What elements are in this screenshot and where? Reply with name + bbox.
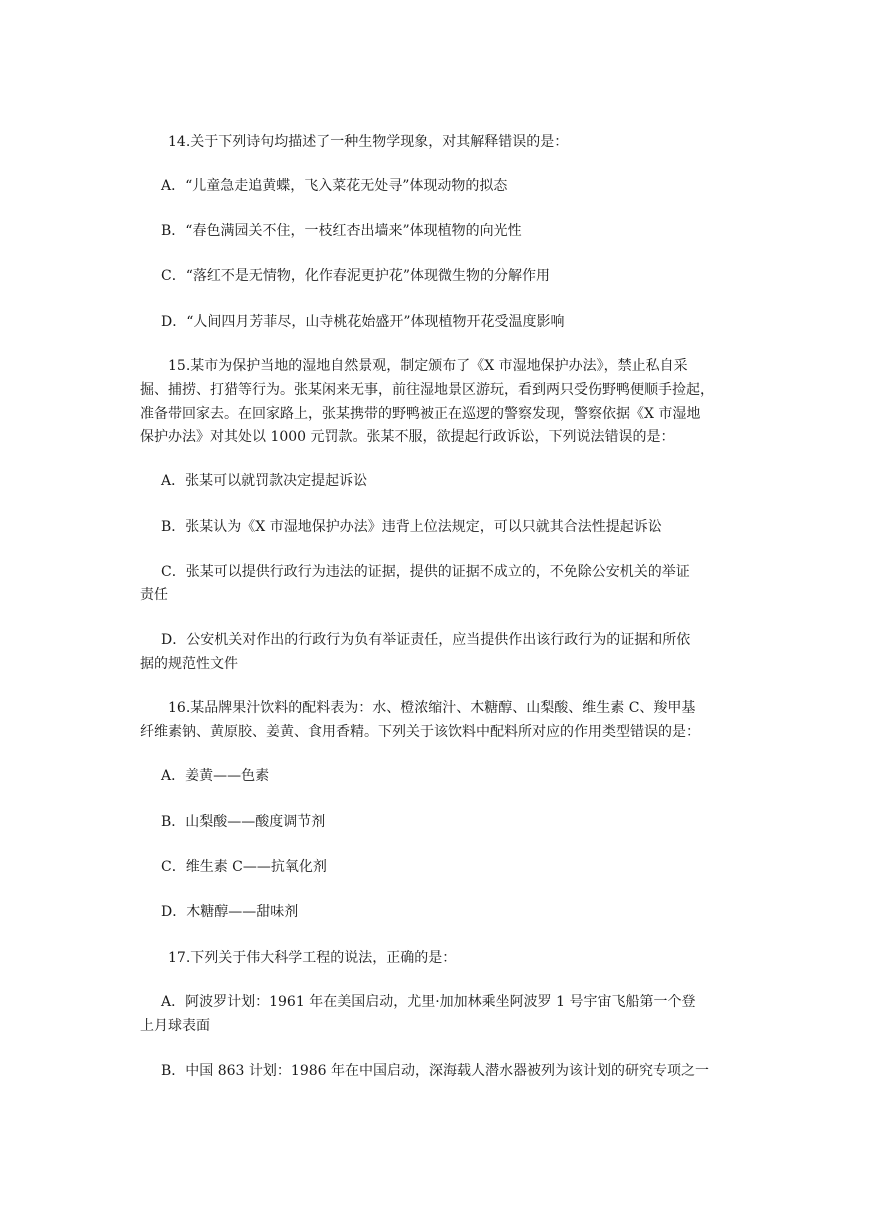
q15-stem-line-1: 15.某市为保护当地的湿地自然景观，制定颁布了《X 市湿地保护办法》，禁止私自采 <box>168 358 688 374</box>
q15-stem-line-3: 准备带回家去。在回家路上，张某携带的野鸭被正在巡逻的警察发现，警察依据《X 市湿地 <box>140 406 701 422</box>
q16-option-c: C．维生素 C——抗氧化剂 <box>161 859 327 875</box>
q16-option-b: B．山梨酸——酸度调节剂 <box>161 814 326 830</box>
q15-stem-line-4: 保护办法》对其处以 1000 元罚款。张某不服，欲提起行政诉讼，下列说法错误的是： <box>140 429 675 445</box>
q17-option-a-line-1: A．阿波罗计划：1961 年在美国启动，尤里·加加林乘坐阿波罗 1 号宇宙飞船第一个登 <box>161 994 696 1010</box>
q15-option-d-line-1: D．公安机关对作出的行政行为负有举证责任，应当提供作出该行政行为的证据和所依 <box>161 632 691 648</box>
q14-option-c: C．“落红不是无情物，化作春泥更护花”体现微生物的分解作用 <box>161 268 551 284</box>
q15-stem-line-2: 掘、捕捞、打猎等行为。张某闲来无事，前往湿地景区游玩，看到两只受伤野鸭便顺手捡起， <box>140 382 714 398</box>
q14-option-d: D．“人间四月芳菲尽，山寺桃花始盛开”体现植物开花受温度影响 <box>161 314 565 330</box>
q15-option-a: A．张某可以就罚款决定提起诉讼 <box>161 473 368 489</box>
q17-option-b: B．中国 863 计划：1986 年在中国启动，深海载人潜水器被列为该计划的研究专项之一 <box>161 1063 709 1079</box>
q14-option-b: B．“春色满园关不住，一枝红杏出墙来”体现植物的向光性 <box>161 223 522 239</box>
q14-stem: 14.关于下列诗句均描述了一种生物学现象，对其解释错误的是： <box>168 134 569 150</box>
q16-stem-line-1: 16.某品牌果汁饮料的配料表为：水、橙浓缩汁、木糖醇、山梨酸、维生素 C、羧甲基 <box>168 700 696 716</box>
q16-option-d: D．木糖醇——甜味剂 <box>161 904 299 920</box>
q15-option-d-line-2: 据的规范性文件 <box>140 656 238 672</box>
q15-option-c-line-2: 责任 <box>140 587 168 603</box>
q16-stem-line-2: 纤维素钠、黄原胶、姜黄、食用香精。下列关于该饮料中配料所对应的作用类型错误的是： <box>140 724 700 740</box>
q17-option-a-line-2: 上月球表面 <box>140 1018 210 1034</box>
q17-stem: 17.下列关于伟大科学工程的说法，正确的是： <box>168 950 457 966</box>
q15-option-b: B．张某认为《X 市湿地保护办法》违背上位法规定，可以只就其合法性提起诉讼 <box>161 519 662 535</box>
q14-option-a: A．“儿童急走追黄蝶，飞入菜花无处寻”体现动物的拟态 <box>161 178 508 194</box>
q15-option-c-line-1: C．张某可以提供行政行为违法的证据，提供的证据不成立的，不免除公安机关的举证 <box>161 564 690 580</box>
q16-option-a: A．姜黄——色素 <box>161 768 270 784</box>
